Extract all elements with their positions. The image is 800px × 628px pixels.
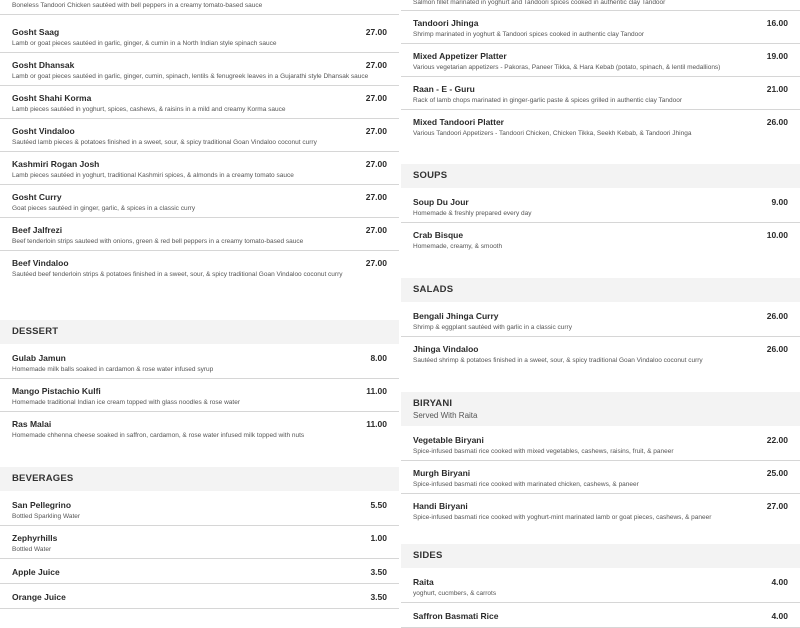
menu-item-name: Gosht Shahi Korma: [12, 93, 92, 103]
menu-item: [0, 53, 399, 86]
menu-item-description: Homemade milk balls soaked in cardamon & rose water infused syrup: [12, 366, 214, 373]
menu-item-price: 3.50: [370, 567, 387, 577]
section-header-beverages: [0, 467, 399, 491]
menu-item: [401, 568, 800, 603]
section-header-dessert: [0, 320, 399, 344]
menu-item-price: 27.00: [365, 258, 387, 268]
section-header-salads: [401, 278, 800, 302]
menu-item-description: Sautéed lamb pieces & potatoes finished in a sweet, sour, & spicy traditional Goan Vindaloo coconut curry: [12, 139, 317, 146]
menu-item: [0, 344, 399, 379]
menu-item-name: Soup Du Jour: [413, 197, 469, 207]
menu-item-price: 26.00: [766, 344, 788, 354]
menu-item-description: Spice-infused basmati rice cooked with mixed vegetables, cashews, raisins, fruit, & paneer: [413, 448, 674, 455]
menu-item-name: San Pellegrino: [12, 500, 72, 510]
menu-item-price: 5.50: [370, 500, 387, 510]
menu-item-description: Salmon fillet marinated in yoghurt and Tandoori spices cooked in authentic clay Tandoor: [413, 0, 666, 6]
section-title: BIRYANI: [413, 398, 453, 409]
menu-item-price: 4.00: [771, 577, 788, 587]
section-header-sides: [401, 544, 800, 568]
menu-item-price: 27.00: [365, 27, 387, 37]
menu-item-name: Saffron Basmati Rice: [413, 611, 499, 621]
menu-item-name: Mixed Appetizer Platter: [413, 51, 507, 61]
menu-item-name: Ras Malai: [12, 419, 52, 429]
menu-item-description: Lamb or goat pieces sautéed in garlic, ginger, & cumin in a North Indian style spinach sauce: [12, 40, 277, 47]
menu-item-description: Boneless Tandoori Chicken sautéed with bell peppers in a creamy tomato-based sauce: [12, 2, 263, 9]
section-title: SALADS: [413, 284, 454, 295]
menu-item: [401, 603, 800, 628]
menu-item-partial: [401, 0, 800, 11]
menu-item-price: 27.00: [365, 93, 387, 103]
menu-item-description: Bottled Sparkling Water: [12, 513, 81, 520]
menu-item-price: 1.00: [370, 533, 387, 543]
menu-item: [0, 526, 399, 559]
menu-item: [0, 379, 399, 412]
menu-item: [401, 188, 800, 223]
menu-item: [0, 218, 399, 251]
menu-column-right: [401, 0, 800, 621]
menu-item: [0, 559, 399, 584]
menu-item: [0, 185, 399, 218]
menu-item-name: Raita: [413, 577, 434, 587]
menu-item: [401, 302, 800, 337]
menu-item: [0, 15, 399, 53]
menu-item-name: Gosht Vindaloo: [12, 126, 75, 136]
menu-item-name: Bengali Jhinga Curry: [413, 311, 499, 321]
section-title: SIDES: [413, 550, 443, 561]
menu-item-price: 27.00: [365, 126, 387, 136]
menu-item-name: Gosht Saag: [12, 27, 60, 37]
menu-item-name: Crab Bisque: [413, 230, 464, 240]
menu-item-price: 25.00: [766, 468, 788, 478]
menu-item-name: Gulab Jamun: [12, 353, 66, 363]
menu-item-price: 9.00: [771, 197, 788, 207]
lamb-items: [0, 15, 399, 284]
menu-item-name: Beef Vindaloo: [12, 258, 69, 268]
menu-item-price: 3.50: [370, 592, 387, 602]
menu-column-left: [0, 0, 399, 600]
menu-item-description: Spice-infused basmati rice cooked with yoghurt-mint marinated lamb or goat pieces, cashews, & paneer: [413, 514, 712, 521]
menu-item-price: 16.00: [766, 18, 788, 28]
menu-item: [401, 110, 800, 143]
menu-item-description: Various vegetarian appetizers - Pakoras, Paneer Tikka, & Hara Kebab (potato, spinach, & lentil medallions): [413, 64, 721, 71]
menu-item-description: Various Tandoori Appetizers - Tandoori Chicken, Chicken Tikka, Seekh Kebab, & Tandoori Jhinga: [413, 130, 692, 137]
menu-item: [401, 494, 800, 527]
menu-item: [0, 251, 399, 284]
menu-item-price: 11.00: [366, 419, 387, 429]
menu-item-name: Gosht Dhansak: [12, 60, 75, 70]
section-header-soups: [401, 164, 800, 188]
menu-item-price: 10.00: [766, 230, 788, 240]
menu-item-partial: [0, 0, 399, 15]
menu-item-name: Vegetable Biryani: [413, 435, 484, 445]
menu-item-description: Lamb or goat pieces sautéed in garlic, ginger, cumin, spinach, lentils & fenugreek leaves in a Gujarathi style Dhansak sauce: [12, 73, 369, 80]
section-subtitle: Served With Raita: [413, 411, 478, 420]
menu-item: [0, 86, 399, 119]
menu-item: [401, 426, 800, 461]
menu-item-price: 21.00: [766, 84, 788, 94]
menu-item-price: 4.00: [771, 611, 788, 621]
menu-item-description: Spice-infused basmati rice cooked with marinated chicken, cashews, & paneer: [413, 481, 639, 488]
menu-item-name: Jhinga Vindaloo: [413, 344, 479, 354]
menu-item: [0, 584, 399, 609]
menu-item-price: 26.00: [766, 117, 788, 127]
menu-item-price: 27.00: [365, 60, 387, 70]
menu-item-price: 19.00: [766, 51, 788, 61]
menu-item: [401, 461, 800, 494]
menu-item-description: Homemade, creamy, & smooth: [413, 243, 503, 250]
menu-item-description: Sautéed shrimp & potatoes finished in a sweet, sour, & spicy traditional Goan Vindaloo coconut curry: [413, 357, 703, 364]
menu-item: [0, 119, 399, 152]
menu-item-name: Raan - E - Guru: [413, 84, 475, 94]
menu-item-name: Mango Pistachio Kulfi: [12, 386, 101, 396]
menu-item-name: Murgh Biryani: [413, 468, 471, 478]
menu-item: [401, 11, 800, 44]
menu-item: [0, 152, 399, 185]
menu-item-description: Beef tenderloin strips sauteed with onions, green & red bell peppers in a creamy tomato-based sauce: [12, 238, 304, 245]
menu-item-description: Shrimp marinated in yoghurt & Tandoori spices cooked in authentic clay Tandoor: [413, 31, 645, 38]
menu-item: [0, 412, 399, 445]
menu-item-price: 26.00: [766, 311, 788, 321]
menu-item-name: Apple Juice: [12, 567, 60, 577]
menu-item-name: Mixed Tandoori Platter: [413, 117, 504, 127]
menu-item-description: Shrimp & eggplant sautéed with garlic in a classic curry: [413, 324, 572, 331]
menu-item-name: Tandoori Jhinga: [413, 18, 479, 28]
menu-item-description: Goat pieces sautéed in ginger, garlic, & spices in a classic curry: [12, 205, 196, 212]
menu-item-description: Homemade & freshly prepared every day: [413, 210, 532, 217]
menu-item-price: 11.00: [366, 386, 387, 396]
menu-item-price: 27.00: [766, 501, 788, 511]
menu-item-name: Kashmiri Rogan Josh: [12, 159, 100, 169]
section-title: DESSERT: [12, 326, 59, 337]
menu-item-description: Homemade traditional Indian ice cream topped with glass noodles & rose water: [12, 399, 240, 406]
menu-item-name: Zephyrhills: [12, 533, 58, 543]
menu-item-price: 27.00: [365, 159, 387, 169]
menu-item: [401, 77, 800, 110]
menu-item-description: Homemade chhenna cheese soaked in saffron, cardamon, & rose water infused milk topped with nuts: [12, 432, 305, 439]
menu-item-description: Lamb pieces sautéed in yoghurt, spices, cashews, & raisins in a mild and creamy Korma sauce: [12, 106, 286, 113]
section-title: SOUPS: [413, 170, 448, 181]
menu-item: [0, 491, 399, 526]
menu-item-name: Handi Biryani: [413, 501, 468, 511]
section-header-biryani: [401, 392, 800, 426]
menu-item-price: 22.00: [766, 435, 788, 445]
menu-item: [401, 44, 800, 77]
menu-item-price: 8.00: [370, 353, 387, 363]
menu-item-description: Bottled Water: [12, 546, 52, 553]
menu-item: [401, 223, 800, 256]
menu-item-name: Orange Juice: [12, 592, 66, 602]
menu-item-name: Beef Jalfrezi: [12, 225, 63, 235]
section-title: BEVERAGES: [12, 473, 74, 484]
menu-item-description: Lamb pieces sautéed in yoghurt, traditional Kashmiri spices, & almonds in a creamy tomato sauce: [12, 172, 294, 179]
menu-item-price: 27.00: [365, 192, 387, 202]
menu-item-description: Rack of lamb chops marinated in ginger-garlic paste & spices grilled in authentic clay Tandoor: [413, 97, 683, 104]
menu-item-price: 27.00: [365, 225, 387, 235]
menu-item-description: yoghurt, cucmbers, & carrots: [413, 590, 497, 597]
menu-item-description: Sautéed beef tenderloin strips & potatoes finished in a sweet, sour, & spicy traditional Goan Vindaloo coconut curry: [12, 271, 343, 278]
menu-item-name: Gosht Curry: [12, 192, 62, 202]
menu-item: [401, 337, 800, 370]
